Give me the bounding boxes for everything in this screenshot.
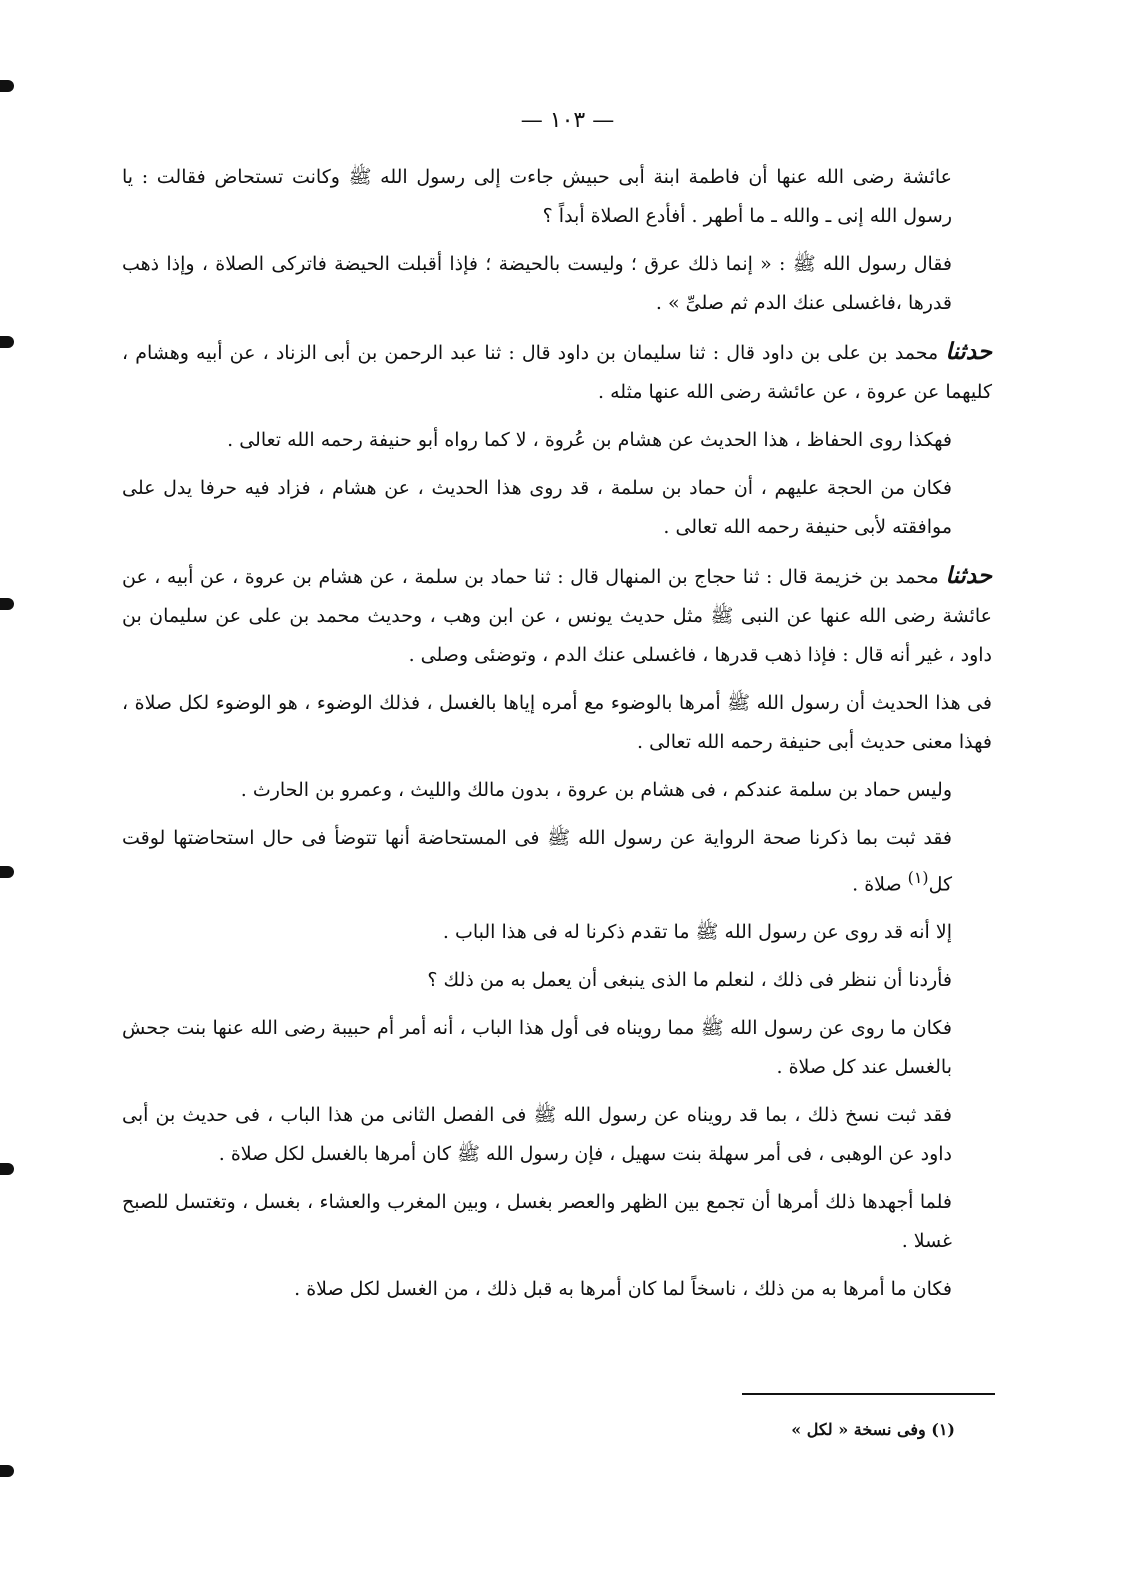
paragraph: حدثنا محمد بن خزيمة قال : ثنا حجاج بن المنهال قال : ثنا حماد بن سلمة ، عن هشام بن عروة ، عن أبيه ، عن عائشة رضى الله عنها عن النبى ﷺ مثل حديث يونس ، عن ابن وهب ، وحديث محمد بن على عن سليمان بن داود ، غير أنه قال : فإذا ذهب قدرها ، فاغسلى عنك الدم ، وتوضئى وصلى . bbox=[122, 562, 993, 666]
footnote: (١) وفى نسخة « لكل » bbox=[791, 1420, 955, 1439]
paragraph: فقد ثبت نسخ ذلك ، بما قد رويناه عن رسول الله ﷺ فى الفصل الثانى من هذا الباب ، فى حديث بن أبى داود عن الوهبى ، فى أمر سهلة بنت سهيل ، فإن رسول الله ﷺ كان أمرها بالغسل لكل صلاة . bbox=[122, 1104, 952, 1166]
scan-margin-mark bbox=[0, 866, 14, 878]
scan-margin-mark bbox=[0, 336, 14, 348]
paragraph: فكان ما روى عن رسول الله ﷺ مما رويناه فى أول هذا الباب ، أنه أمر أم حبيبة رضى الله عنها بنت جحش بالغسل عند كل صلاة . bbox=[122, 1017, 952, 1079]
paragraph: فأردنا أن ننظر فى ذلك ، لنعلم ما الذى ينبغى أن يعمل به من ذلك ؟ bbox=[427, 969, 952, 992]
paragraph: فى هذا الحديث أن رسول الله ﷺ أمرها بالوضوء مع أمره إياها بالغسل ، فذلك الوضوء ، هو الوضوء لكل صلاة ، فهذا معنى حديث أبى حنيفة رحمه الله تعالى . bbox=[122, 692, 992, 753]
scan-margin-mark bbox=[0, 1163, 14, 1175]
paragraph: فقال رسول الله ﷺ : « إنما ذلك عرق ؛ وليست بالحيضة ؛ فإذا أقبلت الحيضة فاتركى الصلاة ، وإذا ذهب قدرها ،فاغسلى عنك الدم ثم صلىِّ » . bbox=[122, 253, 952, 314]
paragraph: حدثنا محمد بن على بن داود قال : ثنا سليمان بن داود قال : ثنا عبد الرحمن بن أبى الزناد ، عن أبيه وهشام ، كليهما عن عروة ، عن عائشة رضى الله عنها مثله . bbox=[122, 338, 992, 403]
paragraph: فكان ما أمرها به من ذلك ، ناسخاً لما كان أمرها به قبل ذلك ، من الغسل لكل صلاة . bbox=[294, 1278, 952, 1301]
paragraph: فكان من الحجة عليهم ، أن حماد بن سلمة ، قد روى هذا الحديث ، عن هشام ، فزاد فيه حرفا يدل على موافقته لأبى حنيفة رحمه الله تعالى . bbox=[122, 477, 952, 538]
footnote-marker: (١) bbox=[907, 868, 929, 887]
scan-margin-mark bbox=[0, 598, 14, 610]
page-number: — ١٠٣ — bbox=[520, 108, 615, 133]
scan-margin-mark bbox=[0, 80, 14, 92]
paragraph: إلا أنه قد روى عن رسول الله ﷺ ما تقدم ذكرنا له فى هذا الباب . bbox=[442, 921, 952, 944]
haddathana-heading: حدثنا bbox=[945, 338, 992, 365]
body-text bbox=[122, 158, 992, 1318]
haddathana-heading: حدثنا bbox=[945, 562, 993, 589]
paragraph: وليس حماد بن سلمة عندكم ، فى هشام بن عروة ، بدون مالك والليث ، وعمرو بن الحارث . bbox=[240, 779, 952, 801]
paragraph: فقد ثبت بما ذكرنا صحة الرواية عن رسول الله ﷺ فى المستحاضة أنها تتوضأ فى حال استحاضتها لوقت كل$^{(١)}$ صلاة . bbox=[122, 827, 952, 896]
paragraph: فلما أجهدها ذلك أمرها أن تجمع بين الظهر والعصر بغسل ، وبين المغرب والعشاء ، بغسل ، وتغتسل للصبح غسلا . bbox=[122, 1191, 952, 1253]
paragraph: عائشة رضى الله عنها أن فاطمة ابنة أبى حبيش جاءت إلى رسول الله ﷺ وكانت تستحاض فقالت : يا رسول الله إنى ـ والله ـ ما أطهر . أفأدع الصلاة أبداً ؟ bbox=[122, 166, 952, 227]
footnote-divider bbox=[742, 1393, 995, 1395]
scan-margin-mark bbox=[0, 1465, 14, 1477]
paragraph: فهكذا روى الحفاظ ، هذا الحديث عن هشام بن عُروة ، لا كما رواه أبو حنيفة رحمه الله تعالى . bbox=[227, 429, 952, 451]
